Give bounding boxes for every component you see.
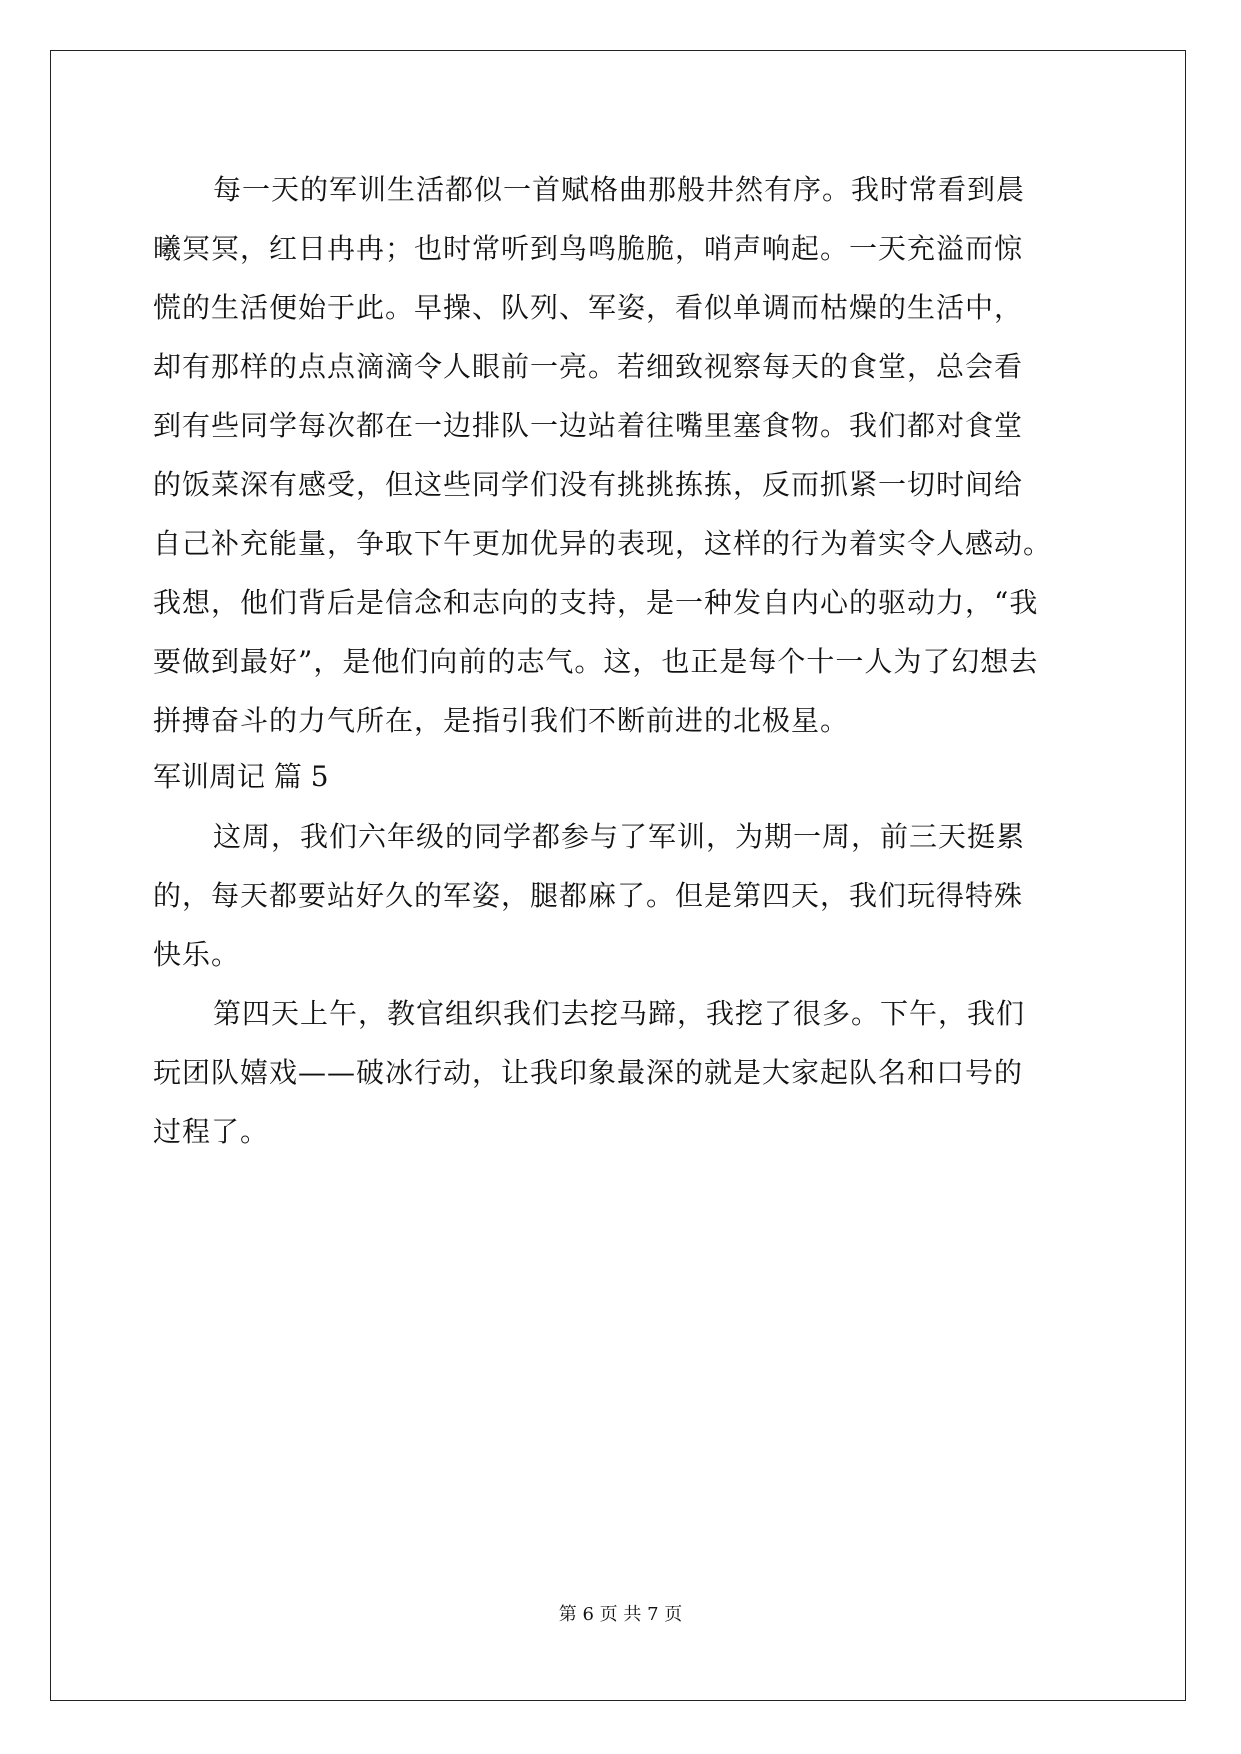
- section-heading: 军训周记 篇 5: [153, 760, 329, 793]
- paragraph-line: 快乐。: [153, 938, 241, 971]
- paragraph-line: 这周，我们六年级的同学都参与了军训，为期一周，前三天挺累: [213, 820, 1026, 853]
- paragraph-line: 自己补充能量，争取下午更加优异的表现，这样的行为着实令人感动。: [153, 527, 1053, 560]
- paragraph-line: 拼搏奋斗的力气所在，是指引我们不断前进的北极星。: [153, 704, 850, 737]
- paragraph-line: 到有些同学每次都在一边排队一边站着往嘴里塞食物。我们都对食堂: [153, 409, 1024, 442]
- paragraph-line: 我想，他们背后是信念和志向的支持，是一种发自内心的驱动力，“我: [153, 586, 1039, 619]
- paragraph-line: 第四天上午，教官组织我们去挖马蹄，我挖了很多。下午，我们: [213, 997, 1026, 1030]
- paragraph-line: 曦冥冥，红日冉冉；也时常听到鸟鸣脆脆，哨声响起。一天充溢而惊: [153, 232, 1024, 265]
- paragraph-line: 却有那样的点点滴滴令人眼前一亮。若细致视察每天的食堂，总会看: [153, 350, 1024, 383]
- paragraph-line: 慌的生活便始于此。早操、队列、军姿，看似单调而枯燥的生活中，: [153, 291, 1024, 324]
- paragraph-line: 玩团队嬉戏——破冰行动，让我印象最深的就是大家起队名和口号的: [153, 1056, 1024, 1089]
- page-footer: 第 6 页 共 7 页: [558, 1604, 683, 1625]
- paragraph-line: 的饭菜深有感受，但这些同学们没有挑挑拣拣，反而抓紧一切时间给: [153, 468, 1024, 501]
- paragraph-line: 每一天的军训生活都似一首赋格曲那般井然有序。我时常看到晨: [213, 173, 1026, 206]
- paragraph-line: 要做到最好”，是他们向前的志气。这，也正是每个十一人为了幻想去: [153, 645, 1039, 678]
- paragraph-line: 的，每天都要站好久的军姿，腿都麻了。但是第四天，我们玩得特殊: [153, 879, 1024, 912]
- paragraph-line: 过程了。: [153, 1115, 270, 1148]
